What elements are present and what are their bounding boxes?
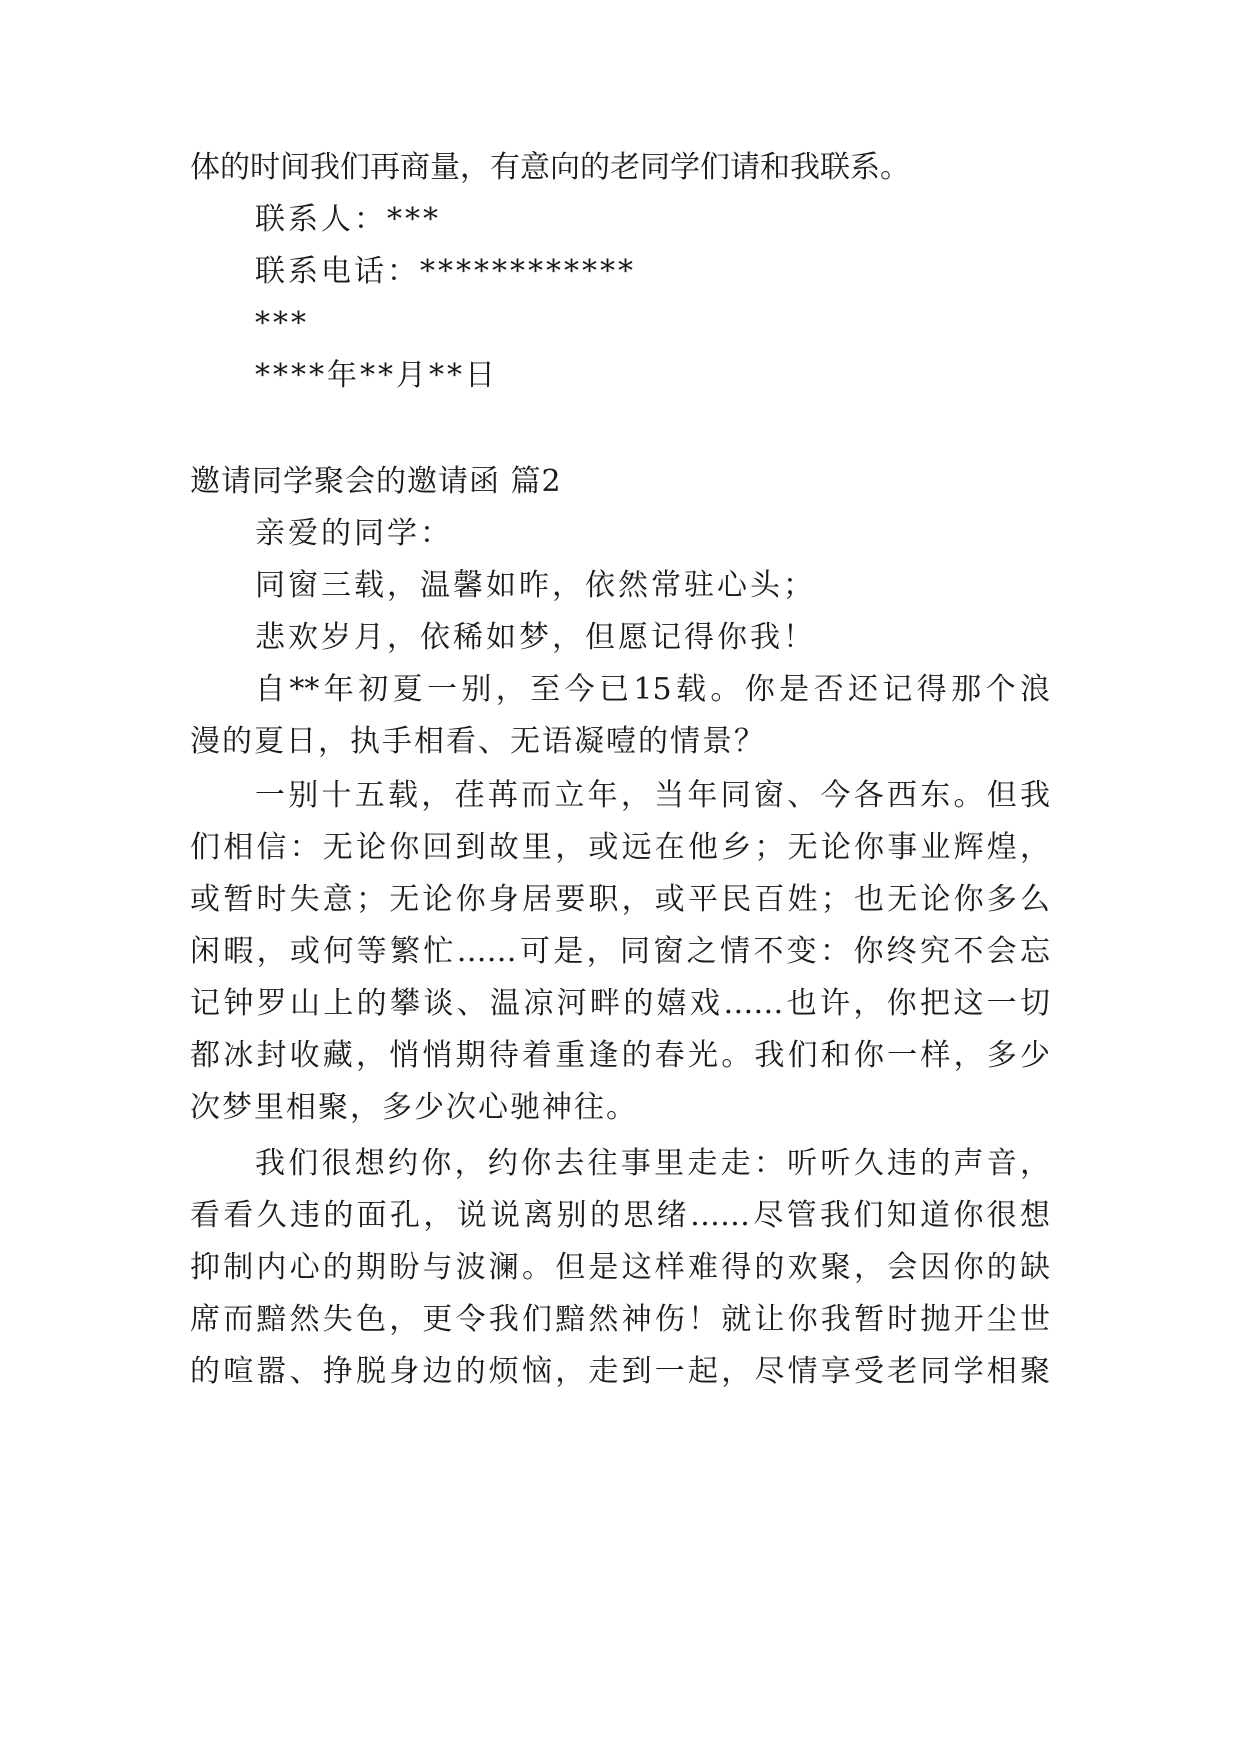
date: ****年**月**日 [255,358,498,393]
contact-person: 联系人：*** [255,202,441,237]
paragraph-2-line: 记钟罗山上的攀谈、温凉河畔的嬉戏……也许，你把这一切 [190,986,1050,1021]
paragraph-3-line: 席而黯然失色，更令我们黯然神伤！就让你我暂时抛开尘世 [190,1302,1050,1337]
paragraph-3-line: 看看久违的面孔，说说离别的思绪……尽管我们知道你很想 [190,1198,1050,1233]
paragraph-3-line: 的喧嚣、挣脱身边的烦恼，走到一起，尽情享受老同学相聚 [190,1354,1050,1389]
continuation-line: 体的时间我们再商量，有意向的老同学们请和我联系。 [190,150,910,185]
paragraph-2-line: 次梦里相聚，多少次心驰神往。 [190,1090,638,1125]
verse-line-1: 同窗三载，温馨如昨，依然常驻心头； [255,568,816,603]
paragraph-2-line: 都冰封收藏，悄悄期待着重逢的春光。我们和你一样，多少 [190,1038,1050,1073]
contact-phone: 联系电话：************ [255,254,636,289]
salutation: 亲爱的同学： [255,516,453,551]
paragraph-1-line: 自**年初夏一别，至今已15载。你是否还记得那个浪 [255,672,1050,707]
paragraph-2-line: 或暂时失意；无论你身居要职，或平民百姓；也无论你多么 [190,882,1050,917]
paragraph-3-line: 我们很想约你，约你去往事里走走：听听久违的声音， [255,1146,1050,1181]
paragraph-1-line: 漫的夏日，执手相看、无语凝噎的情景？ [190,724,766,759]
signer: *** [255,306,309,341]
paragraph-3-line: 抑制内心的期盼与波澜。但是这样难得的欢聚，会因你的缺 [190,1250,1050,1285]
section-title: 邀请同学聚会的邀请函 篇2 [190,464,562,499]
paragraph-2-line: 们相信：无论你回到故里，或远在他乡；无论你事业辉煌， [190,830,1050,865]
paragraph-2-line: 闲暇，或何等繁忙……可是，同窗之情不变：你终究不会忘 [190,934,1050,969]
verse-line-2: 悲欢岁月，依稀如梦，但愿记得你我！ [255,620,816,655]
paragraph-2-line: 一别十五载，荏苒而立年，当年同窗、今各西东。但我 [255,778,1050,813]
